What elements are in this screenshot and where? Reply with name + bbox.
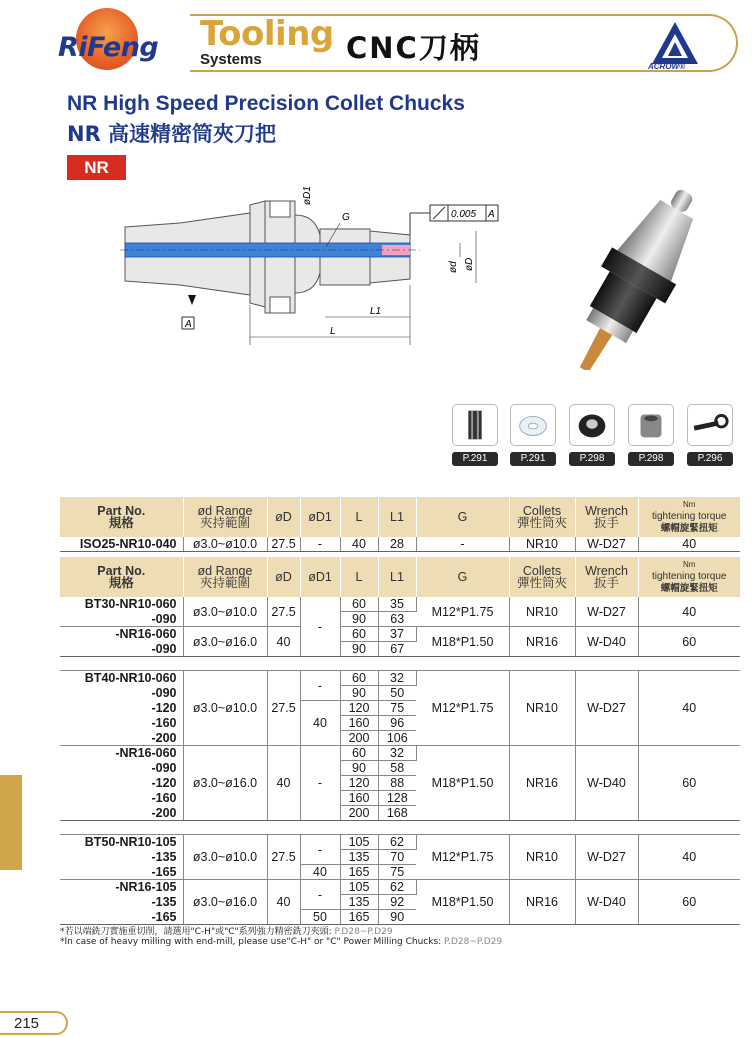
clamping-nut-icon xyxy=(569,404,615,446)
table-row: -135 135 70 xyxy=(60,850,740,865)
category-title: CNC刀柄 xyxy=(346,31,481,65)
table-row: BT40-NR10-060 ø3.0~ø10.0 27.5 - 60 32 M12*P1.75 NR10 W-D27 40 xyxy=(60,671,740,686)
table-header: Part No. 規格 ød Range 夾持範圍 øD øD1 L L1 G Collets 彈性筒夾 Wrench 扳手 Nm tightening torque 螺帽旋緊扭矩 xyxy=(60,557,740,597)
note-en: *In case of heavy milling with end-mill, please use"C-H" or "C" Power Milling Chucks: P.D28~P.D29 xyxy=(60,937,503,947)
page-title-zh: NR 高速精密筒夾刀把 xyxy=(67,122,277,146)
table-row: BT30-NR10-060 ø3.0~ø10.0 27.5 - 60 35 M12*P1.75 NR10 W-D27 40 xyxy=(60,597,740,612)
note-zh: *若以端銑刀實施重切削，請選用"C-H"或"C"系列強力精密銑刀夾頭: P.D28~P.D29 xyxy=(60,927,393,937)
table-row: -200 200 106 xyxy=(60,731,740,746)
rifeng-logo xyxy=(58,8,158,78)
page-number: 215 xyxy=(14,1015,40,1032)
accessory-clamping-nut[interactable] xyxy=(569,404,617,466)
table-row: -160 160 128 xyxy=(60,791,740,806)
table-row: -120 40 120 75 xyxy=(60,701,740,716)
page-title-en: NR High Speed Precision Collet Chucks xyxy=(67,92,465,115)
table-row: -NR16-105 ø3.0~ø16.0 40 - 105 62 M18*P1.50 NR16 W-D40 60 xyxy=(60,880,740,895)
table-row: -165 40 165 75 xyxy=(60,865,740,880)
systems-subtitle: Systems xyxy=(200,51,262,68)
series-badge: NR xyxy=(67,155,126,180)
accessory-wrench[interactable] xyxy=(687,404,735,466)
sealing-disk-icon xyxy=(510,404,556,446)
table-row: ISO25-NR10-040 ø3.0~ø10.0 27.5 - 40 28 - NR10 W-D27 40 xyxy=(60,537,740,552)
table-row: -090 90 63 xyxy=(60,612,740,627)
dim-d-label: ød xyxy=(448,261,459,273)
tolerance-value: 0.005 xyxy=(451,209,477,220)
collet-icon xyxy=(452,404,498,446)
tooling-title: Tooling xyxy=(200,14,334,54)
acrow-brand: ACROW® xyxy=(648,62,685,71)
table-row: -135 135 92 xyxy=(60,895,740,910)
accessory-collet[interactable] xyxy=(452,404,500,466)
accessory-page: P.291 xyxy=(510,452,556,466)
dim-d1-label: øD1 xyxy=(302,186,313,205)
table-row: -090 90 67 xyxy=(60,642,740,657)
table-row: -160 160 96 xyxy=(60,716,740,731)
wrench-icon xyxy=(687,404,733,446)
tolerance-datum: A xyxy=(488,209,495,220)
table-row: -200 200 168 xyxy=(60,806,740,821)
accessory-page: P.296 xyxy=(687,452,733,466)
dim-l-label: L xyxy=(330,326,336,337)
dim-g-label: G xyxy=(342,212,350,223)
table-row: -120 120 88 xyxy=(60,776,740,791)
spec-table-bt xyxy=(60,557,740,925)
accessory-disk[interactable] xyxy=(510,404,558,466)
accessory-page: P.298 xyxy=(569,452,615,466)
datum-a-label: A xyxy=(185,319,192,330)
table-row: -165 50 165 90 xyxy=(60,910,740,925)
accessory-page: P.291 xyxy=(452,452,498,466)
table-header: Part No. 規格 ød Range 夾持範圍 øD øD1 L L1 G Collets 彈性筒夾 Wrench 扳手 Nm tightening torque 螺帽旋緊扭矩 xyxy=(60,497,740,537)
spec-table-iso25 xyxy=(60,497,740,552)
table-row: -NR16-060 ø3.0~ø16.0 40 - 60 32 M18*P1.50 NR16 W-D40 60 xyxy=(60,746,740,761)
table-row: -NR16-060 ø3.0~ø16.0 40 60 37 M18*P1.50 NR16 W-D40 60 xyxy=(60,627,740,642)
technical-drawing xyxy=(120,185,500,350)
accessory-page: P.298 xyxy=(628,452,674,466)
product-photo xyxy=(520,180,750,370)
table-row: -090 90 58 xyxy=(60,761,740,776)
dim-l1-label: L1 xyxy=(370,306,382,317)
accessory-nut[interactable] xyxy=(628,404,676,466)
dim-bigd-label: øD xyxy=(464,257,475,271)
nut-icon xyxy=(628,404,674,446)
table-row: -090 90 50 xyxy=(60,686,740,701)
logo-text: RiFeng xyxy=(58,32,159,63)
table-row: BT50-NR10-105 ø3.0~ø10.0 27.5 - 105 62 M12*P1.75 NR10 W-D27 40 xyxy=(60,835,740,850)
side-tab xyxy=(0,775,22,870)
